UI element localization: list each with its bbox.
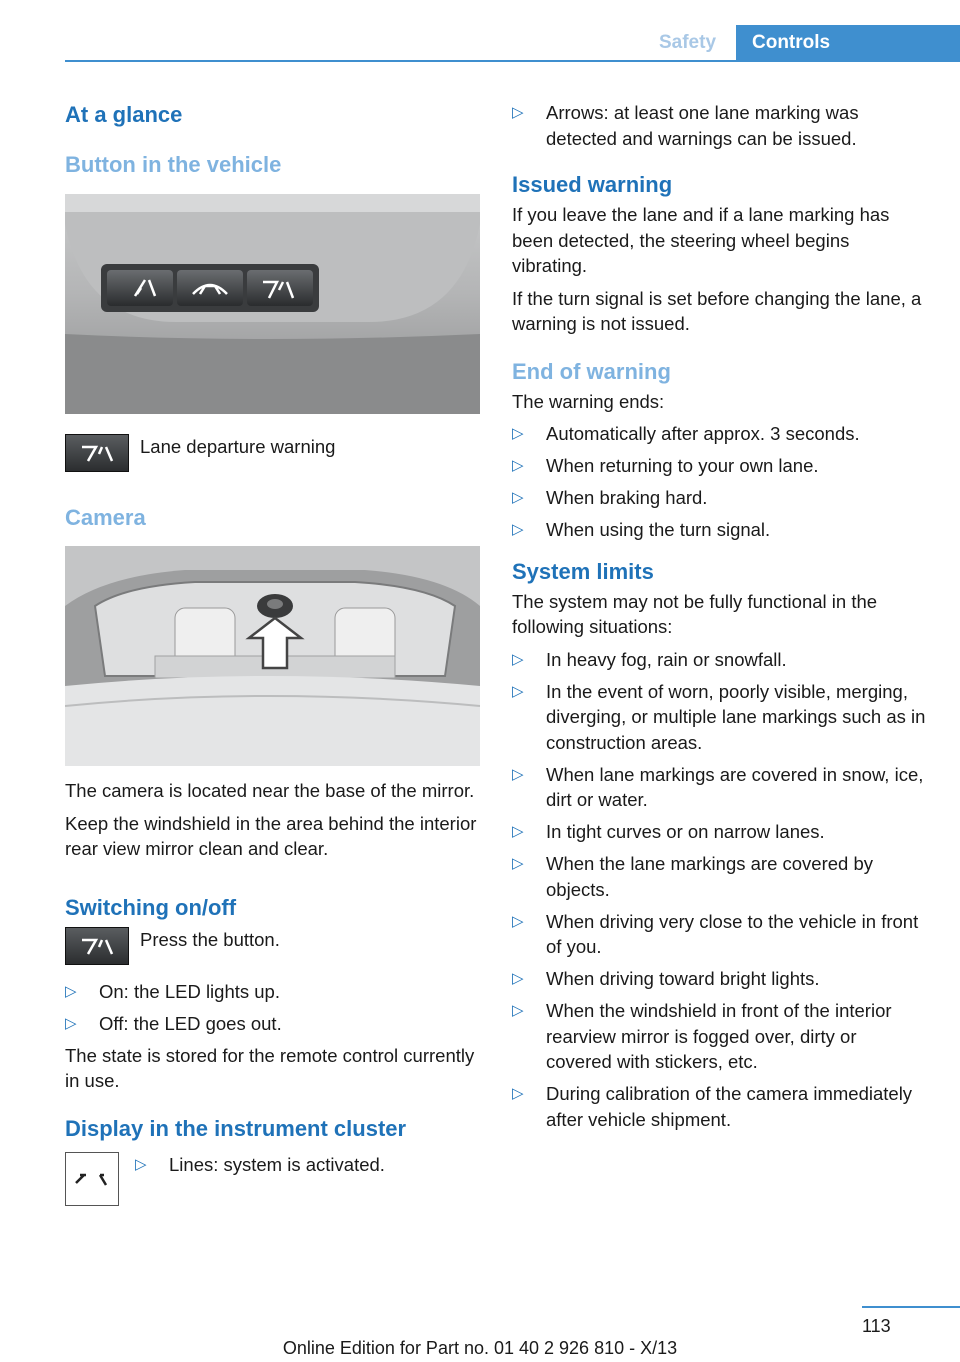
- header-rule: [65, 60, 960, 62]
- heading-at-a-glance: At a glance: [65, 102, 183, 127]
- display-list: [135, 1152, 385, 1184]
- triangle-right-icon: ▷: [512, 970, 524, 987]
- footer-edition: Online Edition for Part no. 01 40 2 926 810 - X/13: [282, 1338, 678, 1358]
- limits-intro: The system may not be fully functional in the following situations:: [512, 590, 878, 637]
- triangle-right-icon: ▷: [512, 765, 524, 783]
- list-item: ▷ In the event of worn, poorly visible, merging, diverging, or multiple lane markings such as in construction areas.: [512, 680, 926, 753]
- camera-paragraph-1: The camera is located near the base of the mirror.: [65, 780, 475, 801]
- page-number: 113: [862, 1316, 891, 1336]
- triangle-right-icon: ▷: [65, 1014, 77, 1032]
- end-list: [512, 421, 927, 543]
- list-item: ▷ When driving toward bright lights.: [512, 966, 927, 992]
- triangle-right-icon: ▷: [512, 457, 524, 474]
- list-item: ▷ When returning to your own lane.: [512, 453, 927, 479]
- heading-system-limits: System limits: [512, 558, 654, 584]
- camera-photo: [65, 546, 480, 766]
- button-panel-illustration: [65, 194, 480, 414]
- triangle-right-icon: ▷: [65, 982, 77, 1000]
- header-tab-controls: Controls: [736, 25, 960, 61]
- heading-switching-on-off: Switching on/off: [65, 894, 237, 920]
- issued-paragraph-1: If you leave the lane and if a lane marking has been detected, the steering wheel begins vibrating.: [512, 204, 890, 276]
- list-item: ▷ In tight curves or on narrow lanes.: [512, 819, 927, 845]
- arrows-list: [512, 100, 927, 151]
- limits-list: [512, 647, 927, 1133]
- end-intro: The warning ends:: [512, 390, 665, 412]
- list-item: ▷ On: the LED lights up.: [65, 979, 480, 1005]
- list-item: ▷ When lane markings are covered in snow, ice, dirt or water.: [512, 763, 924, 810]
- lane-departure-row: [65, 434, 480, 472]
- triangle-right-icon: ▷: [512, 650, 524, 668]
- triangle-right-icon: ▷: [512, 823, 524, 840]
- triangle-right-icon: ▷: [512, 489, 524, 506]
- display-row: [65, 1152, 480, 1206]
- lane-lines-display-icon: [65, 1152, 119, 1206]
- right-column: [512, 100, 927, 1139]
- lane-departure-button-icon: [65, 434, 129, 472]
- footer-rule: [862, 1306, 960, 1308]
- triangle-right-icon: ▷: [512, 855, 524, 872]
- issued-paragraph-2: If the turn signal is set before changing the lane, a warning is not issued.: [512, 287, 922, 334]
- lane-departure-label: Lane departure warning: [140, 436, 336, 457]
- list-item: ▷ Arrows: at least one lane marking was detected and warnings can be issued.: [512, 102, 859, 149]
- list-item: ▷ When using the turn signal.: [512, 517, 927, 543]
- lane-departure-button-icon: [65, 927, 129, 965]
- list-item: ▷ Lines: system is activated.: [135, 1152, 385, 1178]
- triangle-right-icon: ▷: [135, 1155, 147, 1173]
- subheading-camera: Camera: [65, 505, 146, 530]
- press-button-text: Press the button.: [140, 928, 280, 950]
- list-item: ▷ When the lane markings are covered by objects.: [512, 853, 874, 900]
- heading-display-instrument-cluster: Display in the instrument cluster: [65, 1115, 407, 1141]
- list-item: ▷ Automatically after approx. 3 seconds.: [512, 421, 927, 447]
- triangle-right-icon: ▷: [512, 912, 524, 930]
- heading-issued-warning: Issued warning: [512, 172, 673, 197]
- camera-illustration: [65, 546, 480, 766]
- list-item: ▷ In heavy fog, rain or snowfall.: [512, 647, 927, 673]
- triangle-right-icon: ▷: [512, 1002, 524, 1019]
- camera-paragraph-2: Keep the windshield in the area behind the interior rear view mirror clean and clear.: [65, 812, 477, 859]
- list-item: ▷ When the windshield in front of the interior rearview mirror is fogged over, dirty or covered with stickers, etc.: [512, 1000, 892, 1072]
- list-item: ▷ During calibration of the camera immediately after vehicle shipment.: [512, 1083, 913, 1130]
- triangle-right-icon: ▷: [512, 521, 524, 538]
- subheading-button-in-vehicle: Button in the vehicle: [65, 152, 282, 177]
- button-panel-photo: [65, 194, 480, 414]
- header-tab-safety: Safety: [658, 32, 717, 53]
- list-item: ▷ When driving very close to the vehicle in front of you.: [512, 910, 919, 957]
- triangle-right-icon: ▷: [512, 682, 524, 700]
- triangle-right-icon: ▷: [512, 1085, 524, 1102]
- triangle-right-icon: ▷: [512, 425, 524, 442]
- list-item: ▷ When braking hard.: [512, 485, 927, 511]
- left-column: [65, 100, 480, 1206]
- list-item: ▷ Off: the LED goes out.: [65, 1011, 480, 1037]
- press-button-row: [65, 927, 480, 965]
- subheading-end-of-warning: End of warning: [512, 358, 671, 384]
- state-stored-paragraph: The state is stored for the remote control currently in use.: [65, 1044, 475, 1091]
- switch-list: [65, 979, 480, 1037]
- triangle-right-icon: ▷: [512, 104, 524, 121]
